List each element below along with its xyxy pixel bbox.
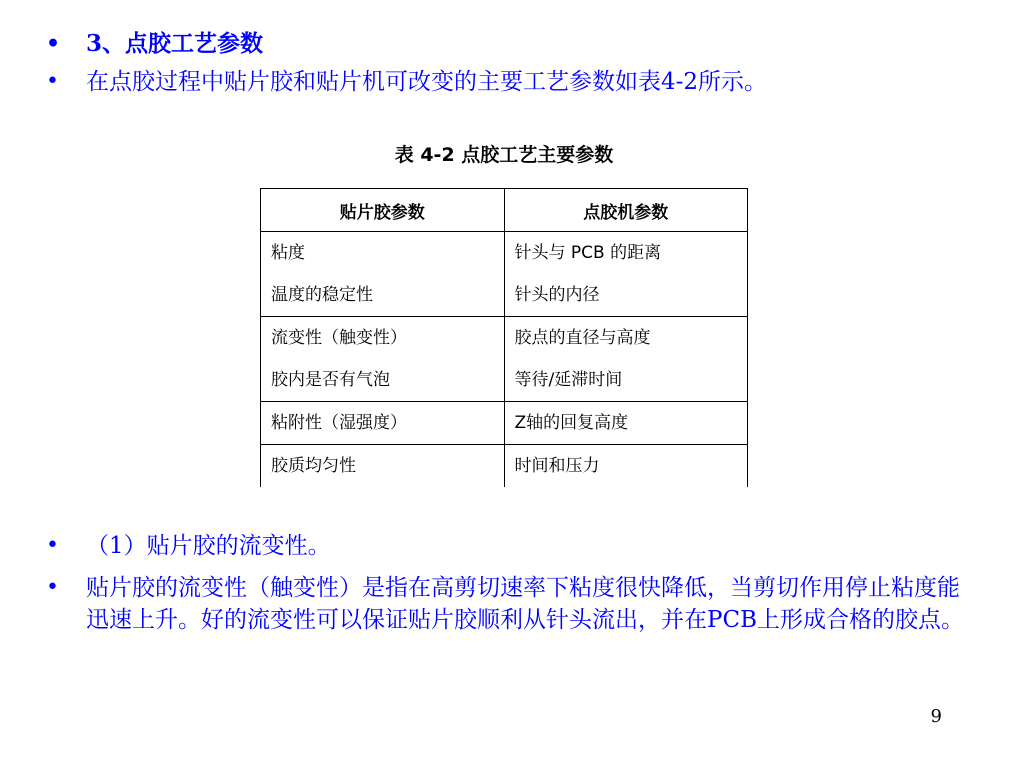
cell-line: 胶质均匀性: [271, 456, 356, 476]
cell-line: 胶点的直径与高度: [514, 328, 651, 348]
table-header-row: [261, 189, 748, 232]
table-cell: [504, 445, 748, 488]
page-number: 9: [930, 706, 942, 727]
table-caption: 表 4-2 点胶工艺主要参数: [394, 144, 614, 166]
table-cell: [504, 402, 748, 445]
table-cell: [504, 232, 748, 317]
cell-line: 胶内是否有气泡: [271, 370, 390, 390]
table-cell: [261, 317, 505, 402]
section-heading-bullet: [46, 28, 986, 60]
subheading-text: （1）贴片胶的流变性。: [86, 533, 331, 559]
table-cell: [261, 232, 505, 317]
header-adhesive-params: 贴片胶参数: [261, 189, 505, 232]
bullet-icon: •: [46, 533, 59, 558]
explanation-bullet: [46, 572, 976, 636]
params-table-container: [260, 188, 748, 488]
table-row: [261, 317, 748, 402]
cell-line: 粘附性（湿强度）: [271, 413, 407, 433]
bullet-icon: •: [46, 69, 59, 94]
cell-line: 针头的内径: [514, 285, 600, 305]
bullet-icon: •: [46, 31, 61, 57]
cell-line: Z轴的回复高度: [514, 413, 629, 433]
intro-text: 在点胶过程中贴片胶和贴片机可改变的主要工艺参数如表4-2所示。: [86, 69, 768, 95]
bullet-icon: •: [46, 575, 59, 600]
intro-bullet: [46, 66, 986, 98]
cell-line: 流变性（触变性）: [271, 328, 407, 348]
explanation-text: 贴片胶的流变性（触变性）是指在高剪切速率下粘度很快降低，当剪切作用停止粘度能迅速上升。好的流变性可以保证贴片胶顺利从针头流出，并在PCB上形成合格的胶点。: [86, 575, 964, 633]
cell-line: 时间和压力: [514, 456, 600, 476]
cell-line: 粘度: [271, 243, 305, 263]
cell-line: 等待/延滞时间: [514, 370, 623, 390]
bottom-bullet-list: [46, 530, 976, 636]
params-table: [260, 188, 748, 487]
table-row: [261, 445, 748, 488]
table-row: [261, 402, 748, 445]
top-bullet-list: [46, 28, 986, 98]
cell-line: 针头与 PCB 的距离: [514, 243, 662, 263]
table-row: [261, 232, 748, 317]
table-cell: [261, 402, 505, 445]
section-heading: 3、点胶工艺参数: [86, 30, 264, 57]
table-cell: [504, 317, 748, 402]
subheading-bullet: [46, 530, 976, 562]
table-cell: [261, 445, 505, 488]
header-dispenser-params: 点胶机参数: [504, 189, 748, 232]
cell-line: 温度的稳定性: [271, 285, 373, 305]
